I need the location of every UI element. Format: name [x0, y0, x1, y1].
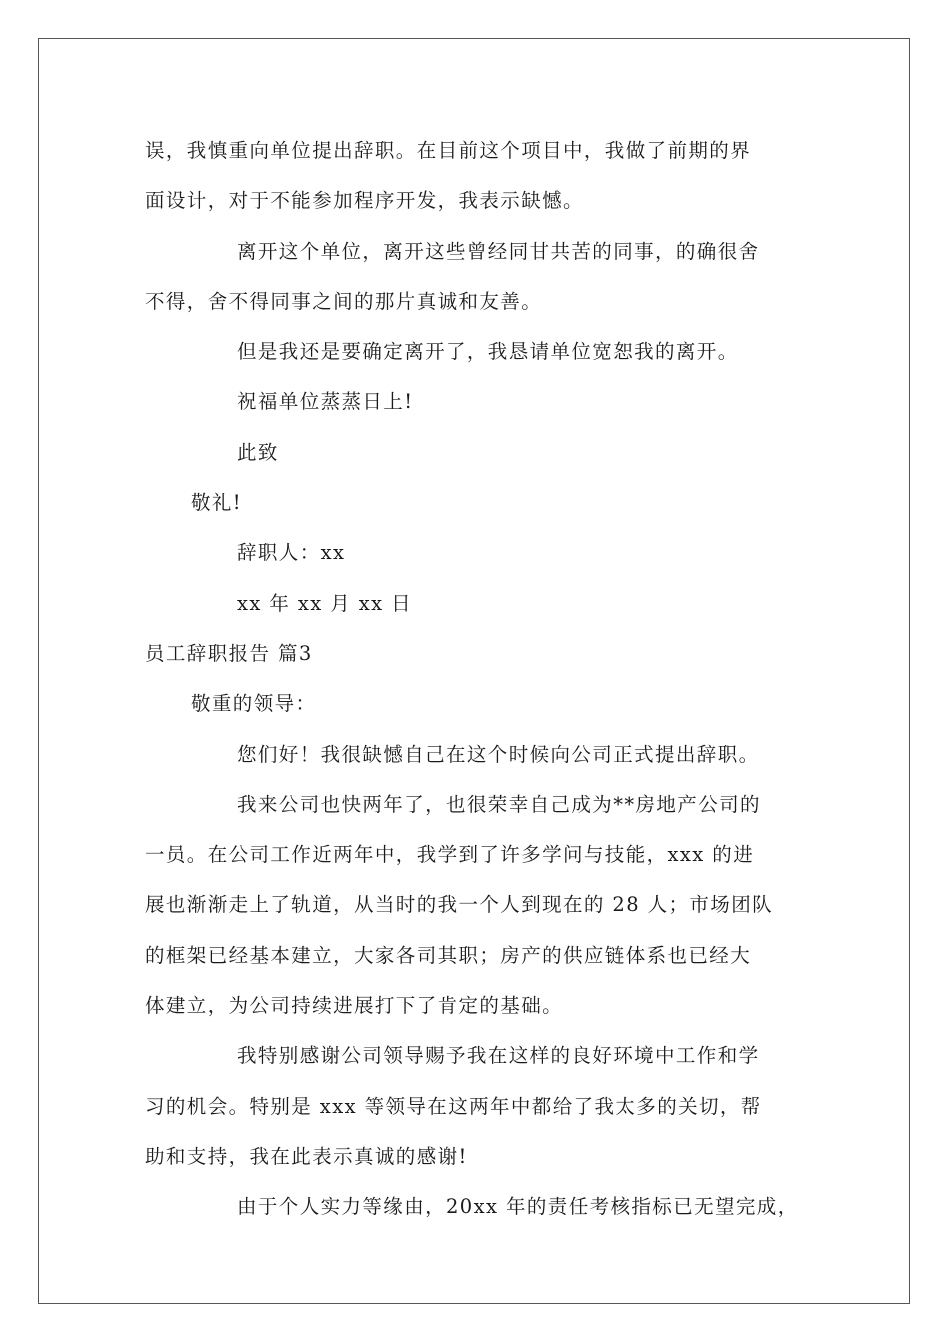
text-line: 一员。在公司工作近两年中，我学到了许多学问与技能，xxx 的进 — [145, 843, 755, 867]
text-line: 的框架已经基本建立，大家各司其职；房产的供应链体系也已经大 — [145, 943, 752, 967]
text-line: 助和支持，我在此表示真诚的感谢! — [145, 1144, 468, 1168]
text-line: 我来公司也快两年了，也很荣幸自己成为**房地产公司的 — [237, 792, 761, 816]
text-line: 面设计，对于不能参加程序开发，我表示缺憾。 — [145, 189, 584, 213]
text-line: 体建立，为公司持续进展打下了肯定的基础。 — [145, 994, 564, 1018]
text-line: 我特别感谢公司领导赐予我在这样的良好环境中工作和学 — [237, 1044, 760, 1068]
document-body — [145, 126, 815, 1233]
text-line: 展也渐渐走上了轨道，从当时的我一个人到现在的 28 人；市场团队 — [145, 893, 774, 917]
closing-salutation: 此致 — [237, 440, 279, 464]
signature-line: 辞职人：xx — [237, 541, 346, 565]
text-line: 误，我慎重向单位提出辞职。在目前这个项目中，我做了前期的界 — [145, 139, 752, 162]
section-heading: 员工辞职报告 篇3 — [145, 641, 313, 665]
text-line: 习的机会。特别是 xxx 等领导在这两年中都给了我太多的关切，帮 — [145, 1094, 762, 1118]
text-line: 但是我还是要确定离开了，我恳请单位宽恕我的离开。 — [237, 340, 739, 364]
text-line: 您们好！我很缺憾自己在这个时候向公司正式提出辞职。 — [237, 742, 760, 766]
text-line: 离开这个单位，离开这些曾经同甘共苦的同事，的确很舍 — [237, 239, 760, 263]
text-line: 由于个人实力等缘由，20xx 年的责任考核指标已无望完成， — [237, 1195, 799, 1219]
text-line: 祝福单位蒸蒸日上! — [237, 390, 414, 414]
greeting-line: 敬重的领导： — [191, 692, 317, 716]
closing-regards: 敬礼! — [191, 491, 243, 515]
text-line: 不得，舍不得同事之间的那片真诚和友善。 — [145, 289, 543, 313]
date-line: xx 年 xx 月 xx 日 — [237, 591, 413, 615]
